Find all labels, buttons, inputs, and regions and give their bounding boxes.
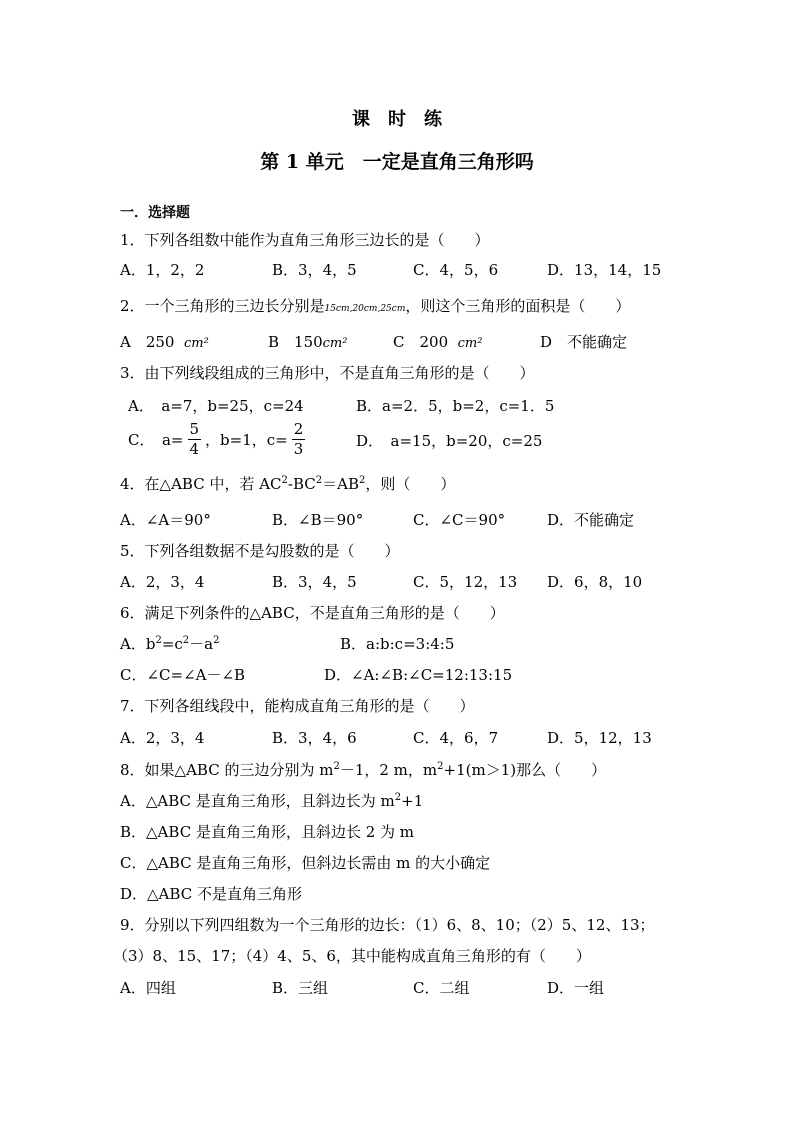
q8-exponent: 2: [437, 761, 444, 772]
q1-option-c: C．4，5，6: [413, 261, 499, 279]
q2-option-a-text: A 250: [120, 333, 175, 351]
question-6-stem: 6．满足下列条件的△ABC，不是直角三角形的是（ ）: [120, 604, 505, 622]
q6-option-b: B．a:b:c=3:4:5: [340, 635, 455, 653]
q5-option-a: A．2，3，4: [120, 573, 205, 591]
q8-exponent: 2: [333, 761, 340, 772]
question-2-stem: [120, 295, 630, 316]
page-title: 课 时 练: [352, 109, 442, 130]
question-8-stem: [120, 759, 606, 780]
q7-option-c: C．4，6，7: [413, 729, 499, 747]
q1-option-a: A．1，2，2: [120, 261, 205, 279]
q2-option-b: [268, 331, 347, 352]
q4-stem-part: 4．在△ABC 中，若 AC: [120, 475, 282, 493]
q8-a-part: A．△ABC 是直角三角形，且斜边长为 m: [120, 792, 395, 810]
q9-option-a: A．四组: [120, 979, 176, 997]
q1-option-d: D．13，14，15: [547, 261, 662, 279]
q1-option-b: B．3，4，5: [272, 261, 357, 279]
q7-option-a: A．2，3，4: [120, 729, 205, 747]
question-5-stem: 5．下列各组数据不是勾股数的是（ ）: [120, 542, 400, 560]
q8-option-b: B．△ABC 是直角三角形，且斜边长 2 为 m: [120, 823, 415, 841]
q3-fraction-a-denominator: 4: [189, 439, 200, 458]
q6-a-part: －a: [189, 635, 214, 653]
q2-option-b-unit: cm²: [322, 336, 348, 351]
q4-stem-part: -BC: [287, 475, 316, 493]
q5-option-d: D．6，8，10: [547, 573, 643, 591]
q6-a-part: A．b: [120, 635, 156, 653]
q2-stem-pre: 2．一个三角形的三边长分别是: [120, 297, 325, 315]
q9-option-c: C．二组: [413, 979, 470, 997]
q3-fraction-c-numerator: 2: [293, 419, 304, 438]
q3-fraction-c-denominator: 3: [293, 439, 304, 458]
q3-option-b: B．a=2．5，b=2，c=1．5: [356, 397, 555, 415]
q3-fraction-a: [188, 420, 202, 459]
q2-option-a: [120, 331, 209, 352]
q3-option-c: [128, 418, 309, 460]
q4-option-c: C．∠C＝90°: [413, 511, 506, 529]
q4-option-d: D．不能确定: [547, 511, 635, 529]
q2-stem-post: ，则这个三角形的面积是（ ）: [405, 297, 631, 315]
q2-option-c-unit: cm²: [457, 336, 483, 351]
q8-a-part: +1: [401, 792, 424, 810]
q4-option-b: B．∠B＝90°: [272, 511, 364, 529]
q6-a-exponent: 2: [213, 635, 220, 646]
q4-exponent: 2: [281, 475, 288, 486]
q6-a-part: =c: [161, 635, 183, 653]
q4-stem-part: ，则（ ）: [365, 475, 456, 493]
q8-option-a: [120, 790, 423, 811]
q6-option-c: C．∠C=∠A－∠B: [120, 666, 246, 684]
q3-fraction-a-numerator: 5: [189, 419, 200, 438]
q9-option-d: D．一组: [547, 979, 605, 997]
q8-option-c: C．△ABC 是直角三角形，但斜边长需由 m 的大小确定: [120, 854, 491, 872]
question-9-stem: 9．分别以下列四组数为一个三角形的边长：（1）6、8、10；（2）5、12、13；: [120, 916, 655, 934]
unit-subtitle: 第 1 单元 一定是直角三角形吗: [260, 151, 534, 173]
q5-option-b: B．3，4，5: [272, 573, 357, 591]
q8-stem-part: －1，2 m，m: [339, 761, 438, 779]
q8-a-exponent: 2: [394, 792, 402, 803]
q2-option-b-text: B 150: [268, 333, 323, 351]
q4-option-a: A．∠A＝90°: [120, 511, 211, 529]
q3-option-c-mid: ，b=1，c=: [205, 430, 288, 449]
question-9-stem-continued: （3）8、15、17；（4）4、5、6，其中能构成直角三角形的有（ ）: [113, 947, 591, 965]
q8-stem-part: 8．如果△ABC 的三边分别为 m: [120, 761, 334, 779]
q6-option-a: [120, 633, 220, 654]
section-heading: 一．选择题: [120, 205, 190, 221]
q2-option-a-unit: cm²: [184, 336, 209, 351]
q3-option-a: A． a=7，b=25，c=24: [128, 397, 304, 415]
q2-option-d: D 不能确定: [540, 333, 628, 351]
q6-a-exponent: 2: [155, 635, 162, 646]
question-3-stem: 3．由下列线段组成的三角形中，不是直角三角形的是（ ）: [120, 364, 535, 382]
q2-stem-lengths: 15cm,20cm,25cm: [324, 304, 406, 314]
question-1-stem: 1．下列各组数中能作为直角三角形三边长的是（ ）: [120, 231, 490, 249]
q7-option-b: B．3，4，6: [272, 729, 357, 747]
q9-option-b: B．三组: [272, 979, 329, 997]
q2-option-c-text: C 200: [393, 333, 449, 351]
q8-stem-part: +1(m＞1)那么（ ）: [443, 761, 607, 779]
q6-a-exponent: 2: [182, 635, 190, 646]
q4-exponent: 2: [359, 475, 366, 486]
question-4-stem: [120, 473, 455, 494]
q2-option-c: [393, 331, 482, 352]
q7-option-d: D．5，12，13: [547, 729, 652, 747]
q3-option-c-pre: C． a=: [128, 430, 184, 449]
q4-exponent: 2: [315, 475, 323, 486]
q8-option-d: D．△ABC 不是直角三角形: [120, 885, 302, 903]
q4-stem-part: ＝AB: [322, 475, 360, 493]
q3-fraction-c: [292, 420, 306, 459]
q3-option-d: D． a=15，b=20，c=25: [356, 432, 543, 450]
question-7-stem: 7．下列各组线段中，能构成直角三角形的是（ ）: [120, 697, 475, 715]
q5-option-c: C．5，12，13: [413, 573, 518, 591]
q6-option-d: D．∠A:∠B:∠C=12:13:15: [324, 666, 513, 684]
